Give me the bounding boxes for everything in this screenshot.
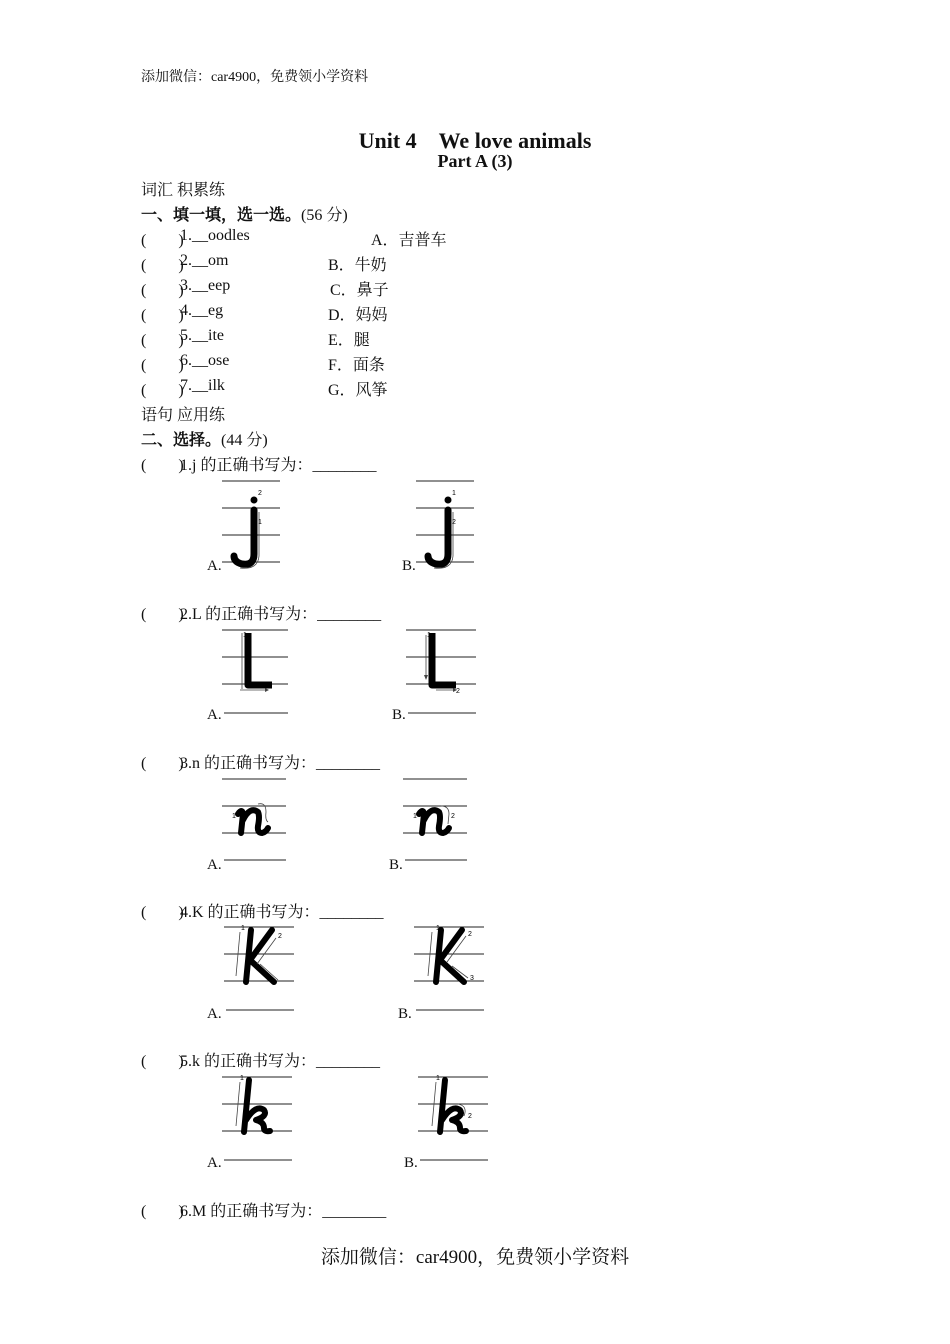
vocab-item: 6.__ose [180,352,230,369]
option-a-label: A. [207,857,222,873]
section2-heading-text: 二、选择。 [141,432,222,449]
question-text: 4.K 的正确书写为：________ [180,904,384,921]
stroke-order-number: 1 [240,1075,244,1082]
stroke-order-number: 2 [452,519,456,526]
vocab-option: B．牛奶 [328,257,387,274]
answer-paren[interactable]: ( ) [141,1203,184,1220]
letter-figure-j-a [222,478,282,570]
question-text: 5.k 的正确书写为：________ [180,1053,381,1070]
answer-paren[interactable]: ( ) [141,357,184,374]
section2-heading [141,427,268,450]
stroke-order-number: 1 [413,813,417,820]
question-text: 6.M 的正确书写为：________ [180,1203,387,1220]
stroke-order-number: 1 [241,925,245,932]
section2-score: (44 分) [221,432,268,449]
section2-category: 语句 应用练 [141,407,226,424]
answer-paren[interactable]: ( ) [141,282,184,299]
option-a-label: A. [207,558,222,574]
section1-category: 词汇 积累练 [141,182,226,199]
footer-note: 添加微信：car4900，免费领小学资料 [320,1247,630,1268]
letter-figure-k-a [222,1074,294,1164]
stroke-order-number: 1 [427,632,431,639]
section1-score: (56 分) [301,207,348,224]
vocab-option: F．面条 [328,357,385,374]
letter-figure-L-a [222,627,290,719]
stroke-order-number: 2 [468,931,472,938]
stroke-order-number: 2 [456,688,460,695]
vocab-item: 7.__ilk [180,377,225,394]
answer-paren[interactable]: ( ) [141,755,184,772]
stroke-order-number: 1 [243,632,247,639]
answer-paren[interactable]: ( ) [141,232,184,249]
answer-paren[interactable]: ( ) [141,332,184,349]
option-b-label: B. [392,707,406,723]
vocab-item: 1.__oodles [180,227,250,244]
question-text: 3.n 的正确书写为：________ [180,755,381,772]
answer-paren[interactable]: ( ) [141,307,184,324]
question-text: 2.L 的正确书写为：________ [180,606,382,623]
answer-paren[interactable]: ( ) [141,904,184,921]
vocab-option: G．风筝 [328,382,388,399]
stroke-order-number: 2 [278,933,282,940]
letter-figure-K-a [224,924,296,1014]
stroke-order-number: 1 [258,519,262,526]
answer-paren[interactable]: ( ) [141,606,184,623]
question-text: 1.j 的正确书写为：________ [180,457,377,474]
vocab-option: A．吉普车 [371,232,447,249]
vocab-option: C．鼻子 [330,282,389,299]
option-b-label: B. [398,1006,412,1022]
letter-figure-n-b [403,776,469,866]
option-b-label: B. [404,1155,418,1171]
answer-paren[interactable]: ( ) [141,1053,184,1070]
letter-figure-j-b [416,478,476,570]
vocab-item: 2.__om [180,252,229,269]
stroke-order-number: 1 [436,925,440,932]
stroke-order-number: 2 [451,813,455,820]
option-b-label: B. [389,857,403,873]
vocab-item: 4.__eg [180,302,224,319]
vocab-item: 5.__ite [180,327,224,344]
letter-figure-k-b [418,1074,490,1164]
section1-heading-text: 一、填一填，选一选。 [141,207,302,224]
answer-paren[interactable]: ( ) [141,457,184,474]
letter-figure-n-a [222,776,288,866]
option-b-label: B. [402,558,416,574]
page-title: Unit 4 We love animals [358,128,592,153]
option-a-label: A. [207,707,222,723]
stroke-order-number: 1 [436,1075,440,1082]
letter-figure-K-b [414,924,486,1014]
answer-paren[interactable]: ( ) [141,257,184,274]
option-a-label: A. [207,1155,222,1171]
stroke-order-number: 2 [258,490,262,497]
stroke-order-number: 1 [232,813,236,820]
vocab-item: 3.__eep [180,277,231,294]
stroke-order-number: 3 [470,975,474,982]
stroke-order-number: 1 [452,490,456,497]
answer-paren[interactable]: ( ) [141,382,184,399]
letter-figure-L-b [406,627,478,719]
vocab-option: D．妈妈 [328,307,388,324]
section1-heading [141,202,348,225]
header-note: 添加微信：car4900，免费领小学资料 [141,70,369,85]
vocab-option: E．腿 [328,332,370,349]
page-subtitle: Part A (3) [437,151,513,171]
option-a-label: A. [207,1006,222,1022]
stroke-order-number: 2 [468,1113,472,1120]
